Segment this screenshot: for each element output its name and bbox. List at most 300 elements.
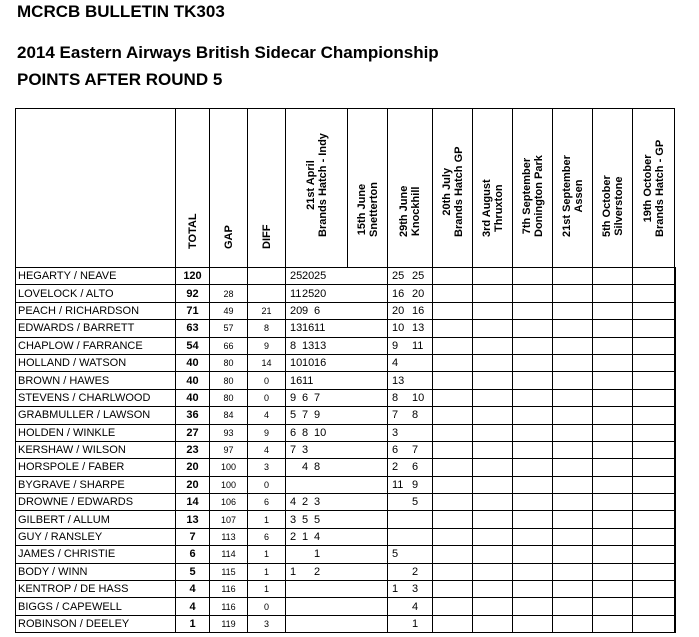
empty-round-cell: [675, 268, 676, 285]
points-subtitle: POINTS AFTER ROUND 5: [17, 70, 223, 89]
total-points: 4: [176, 598, 210, 615]
gap-value: 100: [210, 459, 248, 476]
round-points-brands-indy: [286, 268, 388, 285]
race-points: 7: [290, 444, 297, 457]
round-points-snetterton: [388, 528, 433, 545]
empty-round-cell: [473, 441, 513, 458]
race-points: 20: [412, 287, 425, 300]
empty-round-cell: [473, 372, 513, 389]
rider-name: EDWARDS / BARRETT: [16, 320, 176, 337]
round-points-brands-indy: [286, 372, 388, 389]
empty-round-cell: [553, 494, 593, 511]
gap-value: 116: [210, 598, 248, 615]
column-header-line: Assen: [572, 179, 585, 213]
race-points: 13: [314, 339, 327, 352]
column-header: [176, 109, 210, 268]
empty-round-cell: [433, 598, 473, 615]
race-points: 13: [290, 322, 303, 335]
empty-round-cell: [675, 407, 676, 424]
gap-value: 84: [210, 407, 248, 424]
race-points: 5: [412, 496, 419, 509]
empty-round-cell: [633, 563, 675, 580]
empty-round-cell: [433, 389, 473, 406]
empty-round-cell: [513, 563, 553, 580]
round-points-brands-indy: [286, 337, 388, 354]
column-header: [433, 109, 473, 268]
empty-round-cell: [433, 441, 473, 458]
race-points: 20: [290, 304, 303, 317]
rider-name: DROWNE / EDWARDS: [16, 494, 176, 511]
gap-value: 115: [210, 563, 248, 580]
race-points: 16: [302, 322, 315, 335]
table-row: [16, 476, 676, 493]
round-points-brands-indy: [286, 354, 388, 371]
round-points-snetterton: [388, 511, 433, 528]
empty-round-cell: [473, 389, 513, 406]
race-points: 13: [392, 374, 405, 387]
empty-round-cell: [553, 424, 593, 441]
table-row: [16, 337, 676, 354]
race-points: [392, 566, 412, 578]
race-points: 8: [412, 409, 419, 422]
empty-round-cell: [675, 424, 676, 441]
race-points: [290, 461, 302, 473]
race-points: [392, 601, 412, 613]
round-points-snetterton: [388, 302, 433, 319]
empty-round-cell: [593, 511, 633, 528]
empty-round-cell: [633, 546, 675, 563]
column-header-line: 7th September: [520, 157, 533, 235]
gap-value: 80: [210, 354, 248, 371]
round-points-snetterton: [388, 441, 433, 458]
column-header-line: Snetterton: [367, 182, 380, 237]
total-points: 36: [176, 407, 210, 424]
round-points-snetterton: [388, 407, 433, 424]
total-points: 120: [176, 268, 210, 285]
race-points: 1: [412, 618, 419, 630]
empty-round-cell: [553, 598, 593, 615]
empty-round-cell: [675, 372, 676, 389]
diff-value: 1: [248, 511, 286, 528]
empty-round-cell: [433, 546, 473, 563]
empty-round-cell: [553, 546, 593, 563]
race-points: 3: [412, 583, 419, 596]
round-points-snetterton: [388, 424, 433, 441]
race-points: 3: [392, 426, 399, 439]
race-points: 16: [412, 304, 425, 317]
race-points: 4: [412, 600, 419, 613]
empty-round-cell: [513, 581, 553, 598]
empty-round-cell: [513, 320, 553, 337]
rider-name: STEVENS / CHARLWOOD: [16, 389, 176, 406]
race-points: [412, 357, 432, 369]
gap-value: 116: [210, 581, 248, 598]
empty-round-cell: [633, 320, 675, 337]
table-row: [16, 285, 676, 302]
table-row: [16, 581, 676, 598]
race-points: 20: [392, 304, 405, 317]
round-points-snetterton: [388, 320, 433, 337]
race-points: 6: [302, 391, 309, 404]
empty-round-cell: [553, 285, 593, 302]
race-points: 5: [290, 409, 297, 422]
empty-round-cell: [473, 511, 513, 528]
rider-name: BIGGS / CAPEWELL: [16, 598, 176, 615]
empty-round-cell: [593, 581, 633, 598]
race-points: 7: [392, 409, 399, 422]
race-points: 7: [412, 444, 419, 457]
table-row: [16, 407, 676, 424]
table-row: [16, 598, 676, 615]
column-header-line: Donington Park: [532, 155, 545, 237]
column-header: [593, 109, 633, 268]
empty-round-cell: [513, 441, 553, 458]
rider-name: JAMES / CHRISTIE: [16, 546, 176, 563]
round-points-snetterton: [388, 581, 433, 598]
race-points: 8: [302, 426, 309, 439]
race-points: 10: [314, 426, 327, 439]
empty-round-cell: [593, 476, 633, 493]
round-points-brands-indy: [286, 528, 388, 545]
empty-round-cell: [675, 354, 676, 371]
total-points: 40: [176, 354, 210, 371]
diff-value: 3: [248, 615, 286, 632]
race-points: [412, 548, 432, 560]
race-points: 20: [314, 287, 327, 300]
race-points: 1: [290, 565, 297, 578]
race-points: 10: [302, 357, 315, 370]
empty-round-cell: [473, 615, 513, 632]
table-row: [16, 389, 676, 406]
round-points-brands-indy: [286, 459, 388, 476]
column-header-line: Silverstone: [612, 176, 625, 236]
race-points: 9: [412, 478, 419, 491]
round-points-brands-indy: [286, 441, 388, 458]
empty-round-cell: [473, 459, 513, 476]
race-points: 16: [314, 357, 327, 370]
empty-round-cell: [513, 389, 553, 406]
empty-round-cell: [593, 546, 633, 563]
empty-round-cell: [473, 354, 513, 371]
empty-round-cell: [633, 354, 675, 371]
round-points-snetterton: [388, 337, 433, 354]
rider-name: GILBERT / ALLUM: [16, 511, 176, 528]
race-points: 4: [314, 531, 321, 544]
empty-round-cell: [473, 528, 513, 545]
race-points: [314, 444, 334, 456]
empty-round-cell: [675, 563, 676, 580]
empty-round-cell: [433, 424, 473, 441]
empty-round-cell: [675, 546, 676, 563]
race-points: 3: [314, 496, 321, 509]
race-points: 16: [392, 287, 405, 300]
empty-round-cell: [433, 407, 473, 424]
round-points-snetterton: [388, 598, 433, 615]
empty-round-cell: [513, 459, 553, 476]
race-points: 25: [412, 270, 425, 283]
empty-round-cell: [553, 354, 593, 371]
empty-round-cell: [633, 337, 675, 354]
diff-value: [248, 268, 286, 285]
empty-round-cell: [433, 581, 473, 598]
total-points: 23: [176, 441, 210, 458]
empty-round-cell: [633, 285, 675, 302]
race-points: 5: [314, 513, 321, 526]
empty-round-cell: [633, 407, 675, 424]
column-header: [388, 109, 433, 268]
empty-round-cell: [675, 389, 676, 406]
round-points-snetterton: [388, 285, 433, 302]
rider-name: HOLLAND / WATSON: [16, 354, 176, 371]
race-points: [314, 375, 334, 387]
empty-round-cell: [633, 476, 675, 493]
race-points: 20: [302, 270, 315, 283]
race-points: 6: [290, 426, 297, 439]
gap-value: 80: [210, 372, 248, 389]
race-points: 8: [290, 339, 297, 352]
race-points: 10: [290, 357, 303, 370]
rider-name: LOVELOCK / ALTO: [16, 285, 176, 302]
rider-name: BODY / WINN: [16, 563, 176, 580]
race-points: 9: [314, 409, 321, 422]
empty-round-cell: [593, 337, 633, 354]
rider-name: HEGARTY / NEAVE: [16, 268, 176, 285]
empty-round-cell: [433, 494, 473, 511]
empty-round-cell: [553, 563, 593, 580]
rider-name: PEACH / RICHARDSON: [16, 302, 176, 319]
round-points-brands-indy: [286, 615, 388, 632]
diff-value: 0: [248, 372, 286, 389]
diff-value: 0: [248, 598, 286, 615]
rider-name: KENTROP / DE HASS: [16, 581, 176, 598]
empty-round-cell: [633, 268, 675, 285]
empty-round-cell: [473, 268, 513, 285]
race-points: [290, 548, 302, 560]
race-points: 8: [392, 391, 399, 404]
race-points: 9: [392, 339, 399, 352]
race-points: 2: [290, 531, 297, 544]
standings-table: [15, 108, 676, 633]
column-header: [473, 109, 513, 268]
diff-value: 14: [248, 354, 286, 371]
total-points: 27: [176, 424, 210, 441]
table-row: [16, 494, 676, 511]
race-points: 6: [392, 444, 399, 457]
total-points: 4: [176, 581, 210, 598]
bulletin-title: MCRCB BULLETIN TK303: [17, 2, 225, 21]
header-row: [16, 109, 676, 268]
empty-round-cell: [553, 528, 593, 545]
diff-value: [248, 285, 286, 302]
column-header-line: 5th October: [600, 175, 613, 237]
empty-round-cell: [513, 546, 553, 563]
table-row: [16, 563, 676, 580]
column-header: [553, 109, 593, 268]
race-points: [412, 427, 432, 439]
gap-value: 80: [210, 389, 248, 406]
table-row: [16, 511, 676, 528]
column-header-line: 3rd August: [480, 179, 493, 237]
gap-value: 106: [210, 494, 248, 511]
empty-round-cell: [675, 320, 676, 337]
diff-value: 1: [248, 546, 286, 563]
race-points: 11: [412, 339, 424, 352]
total-points: 71: [176, 302, 210, 319]
diff-value: 1: [248, 563, 286, 580]
race-points: 6: [314, 304, 321, 317]
empty-round-cell: [473, 581, 513, 598]
empty-round-cell: [593, 598, 633, 615]
table-row: [16, 372, 676, 389]
race-points: 5: [392, 548, 399, 561]
table-row: [16, 546, 676, 563]
round-points-brands-indy: [286, 476, 388, 493]
empty-round-cell: [433, 528, 473, 545]
column-header: [633, 109, 675, 268]
empty-round-cell: [633, 494, 675, 511]
standings-body: [16, 268, 676, 633]
empty-round-cell: [553, 320, 593, 337]
gap-value: 97: [210, 441, 248, 458]
empty-round-cell: [473, 563, 513, 580]
empty-round-cell: [473, 546, 513, 563]
empty-round-cell: [473, 494, 513, 511]
empty-round-cell: [433, 615, 473, 632]
empty-round-cell: [633, 389, 675, 406]
gap-value: 113: [210, 528, 248, 545]
empty-round-cell: [513, 268, 553, 285]
empty-round-cell: [433, 372, 473, 389]
column-header-line: DIFF: [260, 224, 273, 249]
round-points-brands-indy: [286, 598, 388, 615]
empty-round-cell: [593, 459, 633, 476]
race-points: 10: [412, 391, 425, 404]
column-header-line: Brands Hatch - Indy: [316, 133, 329, 237]
empty-round-cell: [593, 389, 633, 406]
race-points: 11: [290, 287, 302, 300]
table-row: [16, 441, 676, 458]
race-points: 10: [392, 322, 405, 335]
total-points: 40: [176, 372, 210, 389]
rider-header-cell: [16, 109, 176, 268]
empty-round-cell: [433, 476, 473, 493]
diff-value: 0: [248, 476, 286, 493]
empty-round-cell: [553, 389, 593, 406]
empty-round-cell: [593, 441, 633, 458]
round-points-brands-indy: [286, 285, 388, 302]
race-points: 2: [412, 565, 419, 578]
race-points: 8: [314, 461, 321, 474]
table-row: [16, 424, 676, 441]
diff-value: 21: [248, 302, 286, 319]
empty-round-cell: [473, 320, 513, 337]
round-points-snetterton: [388, 563, 433, 580]
empty-round-cell: [553, 441, 593, 458]
race-points: 4: [302, 461, 309, 474]
round-points-brands-indy: [286, 407, 388, 424]
rider-name: GRABMULLER / LAWSON: [16, 407, 176, 424]
column-header-line: 19th October: [641, 154, 654, 223]
empty-round-cell: [513, 424, 553, 441]
empty-round-cell: [553, 511, 593, 528]
column-header-line: Knockhill: [410, 186, 422, 237]
empty-round-cell: [553, 302, 593, 319]
column-header: [248, 109, 286, 268]
round-points-brands-indy: [286, 511, 388, 528]
diff-value: 6: [248, 494, 286, 511]
column-header-line: 20th July: [440, 167, 453, 216]
empty-round-cell: [473, 302, 513, 319]
race-points: 25: [302, 287, 315, 300]
gap-value: 114: [210, 546, 248, 563]
rider-name: HOLDEN / WINKLE: [16, 424, 176, 441]
empty-round-cell: [513, 372, 553, 389]
race-points: 2: [314, 565, 321, 578]
empty-round-cell: [633, 302, 675, 319]
empty-round-cell: [633, 598, 675, 615]
empty-round-cell: [473, 285, 513, 302]
empty-round-cell: [433, 320, 473, 337]
empty-round-cell: [433, 337, 473, 354]
empty-round-cell: [553, 459, 593, 476]
empty-round-cell: [675, 511, 676, 528]
column-header: [286, 109, 348, 268]
rider-name: CHAPLOW / FARRANCE: [16, 337, 176, 354]
empty-round-cell: [593, 285, 633, 302]
championship-title: 2014 Eastern Airways British Sidecar Championship: [17, 43, 439, 62]
empty-round-cell: [433, 563, 473, 580]
total-points: 63: [176, 320, 210, 337]
race-points: 11: [302, 374, 314, 387]
empty-round-cell: [675, 441, 676, 458]
column-header-line: 21st April: [304, 160, 317, 210]
race-points: 16: [290, 374, 303, 387]
total-points: 20: [176, 459, 210, 476]
empty-round-cell: [675, 598, 676, 615]
empty-round-cell: [513, 285, 553, 302]
total-points: 54: [176, 337, 210, 354]
round-points-snetterton: [388, 372, 433, 389]
column-header-line: 29th June: [398, 185, 410, 237]
race-points: 4: [290, 496, 297, 509]
empty-round-cell: [473, 476, 513, 493]
empty-round-cell: [513, 511, 553, 528]
round-points-snetterton: [388, 268, 433, 285]
race-points: [392, 618, 412, 630]
race-points: [302, 548, 314, 560]
empty-round-cell: [593, 494, 633, 511]
empty-round-cell: [633, 581, 675, 598]
empty-round-cell: [553, 615, 593, 632]
empty-round-cell: [553, 337, 593, 354]
total-points: 5: [176, 563, 210, 580]
round-points-snetterton: [388, 389, 433, 406]
empty-round-cell: [433, 285, 473, 302]
race-points: 6: [412, 461, 419, 474]
empty-round-cell: [675, 581, 676, 598]
table-row: [16, 354, 676, 371]
gap-value: 57: [210, 320, 248, 337]
round-points-snetterton: [388, 354, 433, 371]
column-header-line: Brands Hatch - GP: [653, 139, 666, 237]
total-points: 6: [176, 546, 210, 563]
empty-round-cell: [593, 424, 633, 441]
empty-round-cell: [675, 302, 676, 319]
diff-value: 4: [248, 407, 286, 424]
empty-round-cell: [513, 354, 553, 371]
empty-round-cell: [593, 615, 633, 632]
round-points-brands-indy: [286, 546, 388, 563]
